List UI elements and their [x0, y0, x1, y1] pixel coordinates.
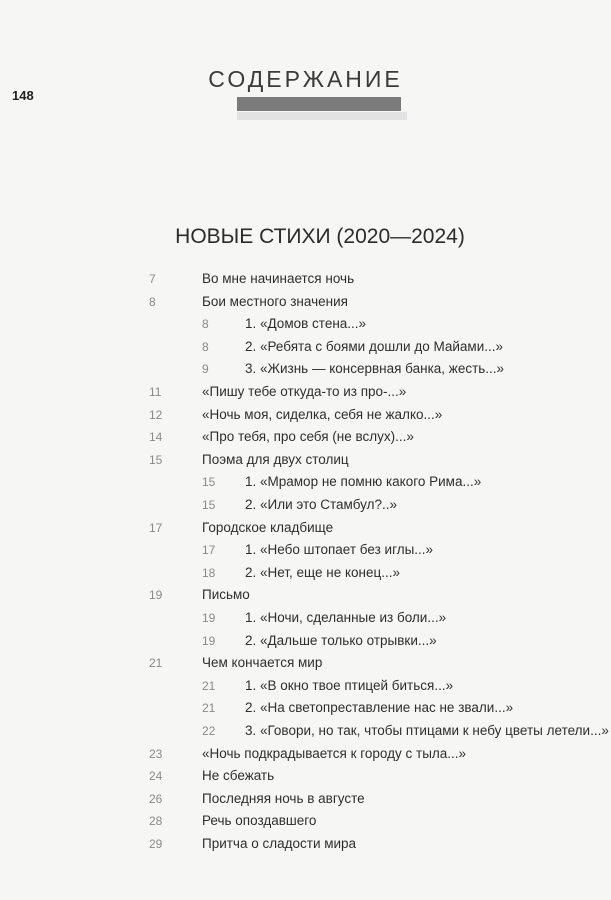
toc-page-number: 17 — [202, 543, 216, 558]
page-number: 148 — [12, 88, 34, 103]
toc-entry — [0, 811, 611, 831]
toc-subentry — [0, 563, 611, 583]
toc-entry — [0, 653, 611, 673]
toc-subentry — [0, 698, 611, 718]
toc-page-number: 21 — [202, 701, 216, 716]
toc-page-number: 22 — [202, 724, 216, 738]
toc-page-number: 19 — [202, 611, 216, 625]
toc-page-number: 24 — [149, 769, 163, 784]
toc-entry-title: 3. «Говори, но так, чтобы птицами к небу цветы летели...» — [245, 723, 609, 738]
toc-subentry — [0, 721, 611, 741]
toc-entry-title: Поэма для двух столиц — [202, 451, 349, 467]
toc-page-number: 29 — [149, 837, 163, 851]
toc-page-number: 8 — [149, 294, 156, 309]
toc-page-number: 12 — [149, 407, 163, 422]
toc-subentry — [0, 359, 611, 379]
toc-page-number: 11 — [149, 385, 162, 399]
toc-entry-title: 1. «Домов стена...» — [245, 316, 367, 332]
page-title: СОДЕРЖАНИЕ — [208, 66, 403, 92]
toc-entry-title: Во мне начинается ночь — [202, 271, 355, 286]
toc-entry-title: 1. «Мрамор не помню какого Рима...» — [245, 474, 482, 490]
toc-page-number: 21 — [149, 656, 163, 671]
toc-entry — [0, 744, 611, 764]
toc-entry-title: Письмо — [202, 587, 250, 603]
toc-page-number: 15 — [149, 452, 163, 467]
toc-page-number: 8 — [202, 339, 209, 354]
toc-entry-title: 3. «Жизнь — консервная банка, жесть...» — [245, 361, 505, 377]
section-title: НОВЫЕ СТИХИ (2020—2024) — [175, 225, 465, 248]
toc-subentry — [0, 495, 611, 515]
toc-entry — [0, 789, 611, 809]
toc-entry-title: 1. «Ночи, сделанные из боли...» — [245, 610, 447, 625]
toc-entry-title: Речь опоздавшего — [202, 813, 317, 829]
toc-entry — [0, 766, 611, 786]
toc-subentry — [0, 337, 611, 357]
toc-entry-title: Последняя ночь в августе — [202, 790, 365, 806]
toc-page-number: 8 — [202, 317, 209, 332]
toc-entry — [0, 292, 611, 312]
toc-entry — [0, 585, 611, 605]
toc-subentry — [0, 472, 611, 492]
toc-entry-title: «Про тебя, про себя (не вслух)...» — [202, 429, 414, 445]
toc-page-number: 15 — [202, 498, 216, 512]
toc-page-number: 26 — [149, 791, 163, 806]
toc-entry-title: Притча о сладости мира — [202, 836, 357, 851]
toc-entry-title: 2. «На светопреставление нас не звали...» — [245, 700, 514, 716]
toc-page-number: 7 — [149, 272, 156, 286]
toc-entry — [0, 427, 611, 447]
toc-entry-title: 1. «В окно твое птицей биться...» — [245, 677, 454, 693]
toc-entry-title: «Ночь подкрадывается к городу с тыла...» — [202, 745, 467, 761]
toc-page-number: 23 — [149, 746, 163, 761]
toc-entry-title: Не сбежать — [202, 768, 275, 784]
toc-page-number: 19 — [149, 588, 163, 603]
toc-entry-title: «Пишу тебе откуда-то из про-...» — [202, 384, 407, 399]
toc-subentry — [0, 540, 611, 560]
toc-entry-title: 2. «Ребята с боями дошли до Майами...» — [245, 338, 504, 354]
toc-entry — [0, 834, 611, 854]
toc-entry — [0, 405, 611, 425]
toc-entry-title: 2. «Дальше только отрывки...» — [245, 632, 437, 648]
toc-entry-title: Бои местного значения — [202, 293, 348, 309]
toc-page-number: 9 — [202, 362, 209, 377]
toc-page-number: 19 — [202, 633, 216, 648]
toc-entry — [0, 450, 611, 470]
toc-page-number: 21 — [202, 678, 216, 693]
toc-entry-title: 1. «Небо штопает без иглы...» — [245, 542, 434, 558]
toc-page-number: 17 — [149, 520, 163, 535]
toc-subentry — [0, 631, 611, 651]
bleed-through-shadow — [237, 112, 407, 120]
toc-entry — [0, 382, 611, 402]
toc-entry-title: 2. «Или это Стамбул?..» — [245, 497, 397, 512]
toc-subentry — [0, 676, 611, 696]
toc-entry-title: Городское кладбище — [202, 519, 334, 535]
toc-page-number: 15 — [202, 475, 216, 490]
toc-entry-title: Чем кончается мир — [202, 655, 323, 671]
toc-page-number: 28 — [149, 814, 163, 829]
toc-entry-title: 2. «Нет, еще не конец...» — [245, 564, 400, 580]
title-underline-bar — [237, 97, 401, 111]
toc-page-number: 14 — [149, 430, 163, 445]
toc-entry — [0, 269, 611, 289]
toc-entry-title: «Ночь моя, сиделка, себя не жалко...» — [202, 406, 443, 422]
toc-subentry — [0, 314, 611, 334]
toc-entry — [0, 518, 611, 538]
toc-subentry — [0, 608, 611, 628]
toc-page-number: 18 — [202, 565, 216, 580]
